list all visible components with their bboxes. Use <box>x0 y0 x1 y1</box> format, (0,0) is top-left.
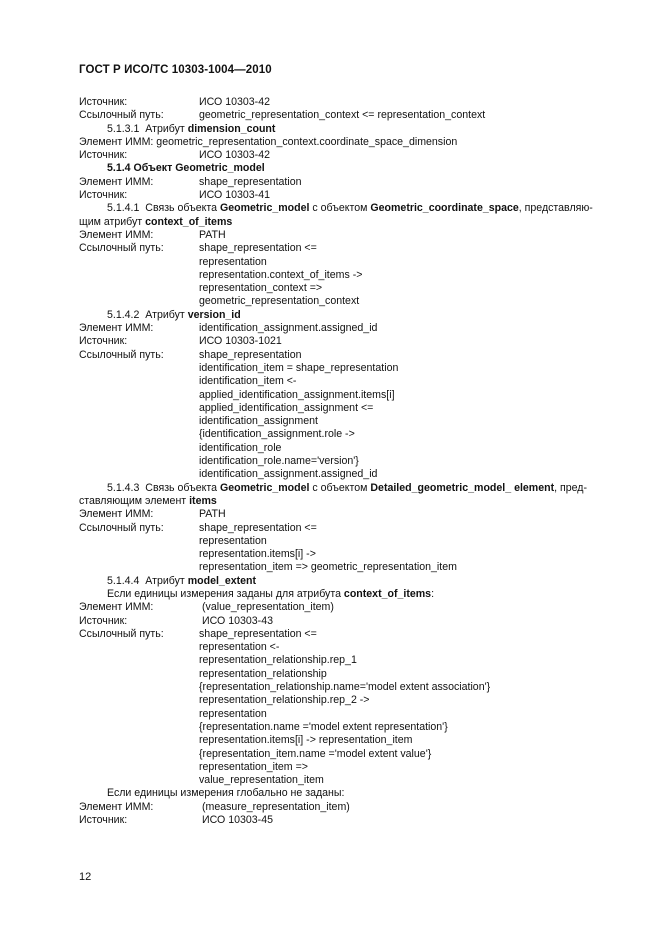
path-line: applied_identification_assignment.items[i] <box>199 388 395 401</box>
section-5-1-4-2-heading: 5.1.4.2 Атрибут version_id <box>107 308 241 321</box>
path-line: applied_identification_assignment <= <box>199 401 374 414</box>
path-line: {representation_item.name ='model extent value'} <box>199 747 432 760</box>
section-5-1-4-3-heading: 5.1.4.3 Связь объекта Geometric_model с объектом Detailed_geometric_model_ element, пред- <box>107 481 587 494</box>
condition-line: Если единицы измерения глобально не заданы: <box>107 787 345 800</box>
source-row: Источник: ИСО 10303-42 <box>79 149 270 162</box>
path-line: geometric_representation_context <box>199 295 360 308</box>
path-line: representation <- <box>199 641 280 654</box>
document-header: ГОСТ Р ИСО/ТС 10303-1004—2010 <box>79 64 272 76</box>
mim-element-row: Элемент ИММ: identification_assignment.assigned_id <box>79 322 378 335</box>
path-line: representation <box>199 255 267 268</box>
source-row: Источник: ИСО 10303-45 <box>79 814 273 827</box>
reference-path-row: Ссылочный путь: shape_representation <= <box>79 521 317 534</box>
path-line: identification_role <box>199 441 282 454</box>
mim-element-row: Элемент ИММ: shape_representation <box>79 175 302 188</box>
path-line: identification_assignment.assigned_id <box>199 468 378 481</box>
path-line: identification_role.name='version'} <box>199 455 359 468</box>
section-5-1-4-4-heading: 5.1.4.4 Атрибут model_extent <box>107 574 257 587</box>
path-line: {identification_assignment.role -> <box>199 428 355 441</box>
path-line: representation.items[i] -> <box>199 548 316 561</box>
path-line: representation_relationship.rep_1 <box>199 654 357 667</box>
path-line: representation.context_of_items -> <box>199 268 363 281</box>
reference-path-row: Ссылочный путь: shape_representation <= <box>79 627 317 640</box>
path-line: identification_item = shape_representation <box>199 361 399 374</box>
mim-element-row: Элемент ИММ: (measure_representation_item) <box>79 800 350 813</box>
source-row: Источник: ИСО 10303-43 <box>79 614 273 627</box>
mim-element-row: Элемент ИММ: PATH <box>79 228 226 241</box>
section-5-1-4-heading: 5.1.4 Объект Geometric_model <box>107 162 265 175</box>
path-line: representation_item => geometric_representation_item <box>199 561 457 574</box>
path-line: identification_assignment <box>199 415 318 428</box>
mim-element-row: Элемент ИММ: PATH <box>79 508 226 521</box>
page-number: 12 <box>79 871 92 883</box>
path-line: identification_item <- <box>199 375 297 388</box>
reference-path-row: Ссылочный путь: geometric_representation_context <= representation_context <box>79 109 486 122</box>
condition-line: Если единицы измерения заданы для атрибута context_of_items: <box>107 587 435 600</box>
path-line: {representation_relationship.name='model extent association'} <box>199 681 491 694</box>
section-5-1-3-1-heading: 5.1.3.1 Атрибут dimension_count <box>107 122 276 135</box>
path-line: representation_relationship <box>199 667 327 680</box>
section-5-1-4-1-heading-cont: щим атрибут context_of_items <box>79 215 233 228</box>
path-line: representation <box>199 534 267 547</box>
path-line: value_representation_item <box>199 774 324 787</box>
path-line: {representation.name ='model extent representation'} <box>199 720 448 733</box>
source-row: Источник: ИСО 10303-42 <box>79 96 270 108</box>
section-5-1-4-3-heading-cont: ставляющим элемент items <box>79 494 217 507</box>
section-5-1-4-1-heading: 5.1.4.1 Связь объекта Geometric_model с объектом Geometric_coordinate_space, представляю- <box>107 202 593 215</box>
path-line: representation_context => <box>199 282 323 295</box>
mim-element-line: Элемент ИММ: geometric_representation_context.coordinate_space_dimension <box>79 135 458 148</box>
path-line: representation_relationship.rep_2 -> <box>199 694 370 707</box>
reference-path-row: Ссылочный путь: shape_representation <= <box>79 242 317 255</box>
mim-element-row: Элемент ИММ: (value_representation_item) <box>79 601 334 614</box>
path-line: representation_item => <box>199 760 308 773</box>
source-row: Источник: ИСО 10303-41 <box>79 189 270 202</box>
path-line: representation.items[i] -> representation_item <box>199 734 413 747</box>
reference-path-row: Ссылочный путь: shape_representation <box>79 348 302 361</box>
path-line: representation <box>199 707 267 720</box>
source-row: Источник: ИСО 10303-1021 <box>79 335 282 348</box>
page-content <box>79 96 624 827</box>
